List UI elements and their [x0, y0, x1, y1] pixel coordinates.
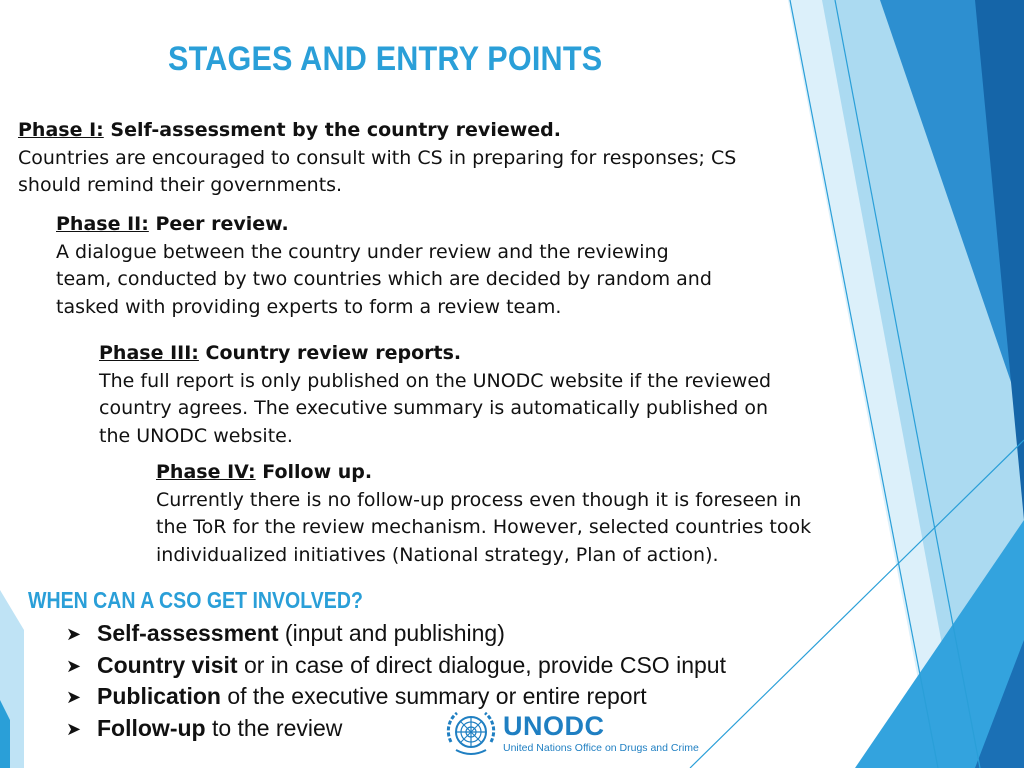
list-item-bold: Publication	[97, 683, 221, 709]
phase-heading	[99, 340, 771, 368]
arrow-bullet-icon: ➤	[66, 687, 82, 707]
phase-title: Peer review.	[155, 213, 289, 235]
phase-text-line: the UNODC website.	[99, 424, 293, 447]
phase-4	[156, 459, 811, 569]
phase-heading	[18, 117, 736, 145]
phase-label: Phase II:	[56, 213, 149, 235]
phase-text-line: the ToR for the review mechanism. However, selected countries took	[156, 516, 812, 538]
arrow-bullet-icon: ➤	[66, 624, 82, 644]
list-item-text: to the review	[205, 714, 343, 741]
list-item-text: or in case of direct dialogue, provide CSO input	[237, 651, 726, 678]
list-item	[66, 650, 726, 682]
phase-title: Self-assessment by the country reviewed.	[110, 119, 561, 141]
phase-2	[56, 211, 712, 321]
list-item-bold: Country visit	[97, 651, 238, 678]
phase-text-line: tasked with providing experts to form a review team.	[56, 295, 562, 318]
phase-text-line: Countries are encouraged to consult with CS in preparing for responses; CS	[18, 146, 737, 169]
phase-text-line: country agrees. The executive summary is automatically published on	[99, 397, 769, 419]
cso-heading: WHEN CAN A CSO GET INVOLVED?	[28, 587, 363, 613]
list-item-text: of the executive summary or entire report	[220, 683, 647, 709]
phase-text-line: individualized initiatives (National strategy, Plan of action).	[156, 543, 719, 566]
list-item-text: (input and publishing)	[278, 620, 505, 646]
list-item	[66, 618, 726, 650]
phase-title: Country review reports.	[205, 342, 462, 364]
logo-name: UNODC	[503, 710, 605, 741]
phase-label: Phase I:	[18, 119, 104, 141]
phase-label: Phase III:	[99, 342, 199, 364]
phase-1	[18, 117, 736, 200]
logo-subtitle: United Nations Office on Drugs and Crime	[503, 741, 699, 754]
phase-3	[99, 340, 771, 450]
phase-text-line: should remind their governments.	[18, 174, 343, 196]
arrow-bullet-icon: ➤	[66, 718, 82, 739]
phase-text-line: The full report is only published on the UNODC website if the reviewed	[99, 369, 772, 392]
list-item-bold: Self-assessment	[97, 620, 279, 646]
un-emblem-icon	[444, 708, 498, 758]
phase-text-line: team, conducted by two countries which are decided by random and	[56, 268, 712, 290]
phase-text-line: A dialogue between the country under review and the reviewing	[56, 240, 669, 263]
phase-heading	[56, 211, 712, 239]
phase-label: Phase IV:	[156, 461, 256, 483]
phase-title: Follow up.	[262, 461, 373, 483]
unodc-logo	[444, 708, 699, 758]
slide-title: STAGES AND ENTRY POINTS	[168, 40, 603, 78]
arrow-bullet-icon: ➤	[66, 655, 82, 676]
list-item-bold: Follow-up	[97, 714, 206, 741]
phase-heading	[156, 459, 811, 487]
phase-text-line: Currently there is no follow-up process even though it is foreseen in	[156, 488, 802, 511]
